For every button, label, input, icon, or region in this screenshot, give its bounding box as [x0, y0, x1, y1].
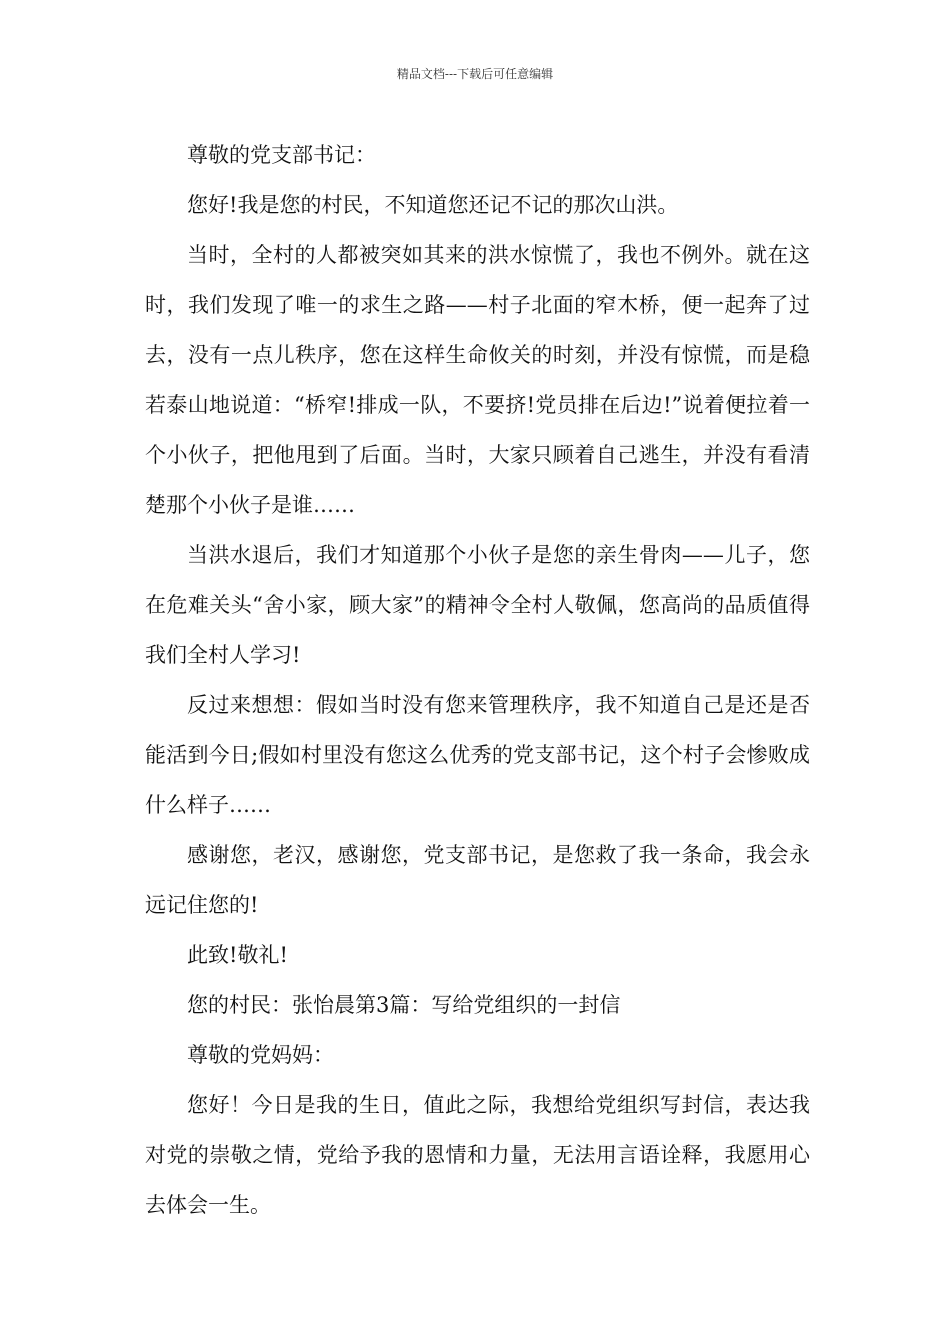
- closing-paragraph: 此致!敬礼!: [187, 943, 288, 967]
- letter-body: [145, 130, 810, 1230]
- reflection-paragraph: 反过来想想：假如当时没有您来管理秩序，我不知道自己是还是否能活到今日;假如村里没有您这么优秀的党支部书记，这个村子会惨败成什么样子……: [145, 693, 810, 817]
- gratitude-paragraph: 感谢您，老汉，感谢您，党支部书记，是您救了我一条命，我会永远记住您的!: [145, 843, 810, 917]
- page-header: 精品文档---下载后可任意编辑: [396, 67, 554, 81]
- salutation-paragraph: 尊敬的党支部书记：: [187, 143, 376, 167]
- second-salutation-paragraph: 尊敬的党妈妈：: [187, 1043, 334, 1067]
- greeting-paragraph: 您好!我是您的村民，不知道您还记不记的那次山洪。: [187, 193, 679, 217]
- flood-story-paragraph: 当时，全村的人都被突如其来的洪水惊慌了，我也不例外。就在这时，我们发现了唯一的求生之路——村子北面的窄木桥，便一起奔了过去，没有一点儿秩序，您在这样生命攸关的时刻，并没有惊慌，而是稳若泰山地说道：“桥窄!排成一队，不要挤!党员排在后边!”说着便拉着一个小伙子，把他甩到了后面。当时，大家只顾着自己逃生，并没有看清楚那个小伙子是谁……: [145, 243, 810, 517]
- second-greeting-paragraph: 您好！今日是我的生日，值此之际，我想给党组织写封信，表达我对党的崇敬之情，党给予我的恩情和力量，无法用言语诠释，我愿用心去体会一生。: [145, 1093, 810, 1217]
- signature-paragraph: 您的村民：张怡晨第3篇：写给党组织的一封信: [187, 993, 621, 1017]
- after-flood-paragraph: 当洪水退后，我们才知道那个小伙子是您的亲生骨肉——儿子，您在危难关头“舍小家，顾大家”的精神令全村人敬佩，您高尚的品质值得我们全村人学习!: [145, 543, 810, 667]
